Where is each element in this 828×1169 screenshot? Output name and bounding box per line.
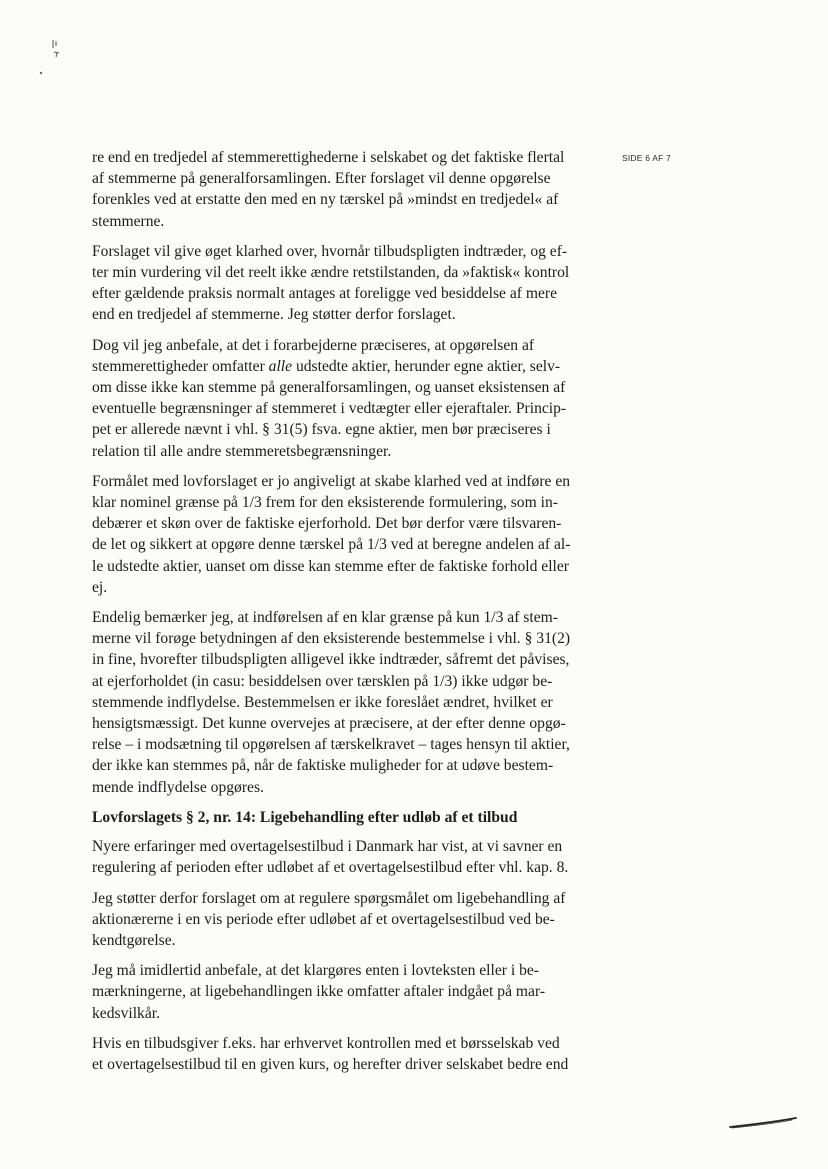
text-line: regulering af perioden efter udløbet af et overtagelsestilbud efter vhl. kap. 8. [92,859,569,877]
text-line: mærkningerne, at ligebehandlingen ikke omfatter aftaler indgået på mar- [92,983,546,1001]
scan-artifact-dot [38,70,44,76]
text-line: le udstedte aktier, uanset om disse kan stemme efter de faktiske forhold eller [92,557,569,575]
text-line: end en tredjedel af stemmerne. Jeg støtter derfor forslaget. [92,306,456,324]
paragraph [92,960,592,1024]
text-line: Lovforslagets § 2, nr. 14: Ligebehandling efter udløb af et tilbud [92,808,518,826]
text-line: af stemmerne på generalforsamlingen. Efter forslaget vil denne opgørelse [92,170,551,188]
paragraph [92,836,592,878]
page-number-marker: SIDE 6 AF 7 [622,153,671,163]
document-body [92,147,592,1084]
text-line: pet er allerede nævnt i vhl. § 31(5) fsva. egne aktier, men bør præciseres i [92,421,551,439]
text-line: eventuelle begrænsninger af stemmeret i vedtægter eller ejeraftaler. Princip- [92,400,567,418]
paragraph [92,241,592,326]
scan-artifact-mark [50,38,64,62]
paragraph [92,471,592,598]
text-line: et overtagelsestilbud til en given kurs, og herefter driver selskabet bedre end [92,1055,569,1073]
paragraph [92,1033,592,1075]
text-line: aktionærerne i en vis periode efter udløbet af et overtagelsestilbud ved be- [92,910,555,928]
text-line: Nyere erfaringer med overtagelsestilbud i Danmark har vist, at vi savner en [92,838,563,856]
paragraph [92,147,592,232]
text-line: kendtgørelse. [92,931,176,949]
text-line: stemmerne. [92,212,165,230]
text-line: stemmerettigheder omfatter alle udstedte aktier, herunder egne aktier, selv- [92,357,561,375]
text-line: de let og sikkert at opgøre denne tærskel på 1/3 ved at beregne andelen af al- [92,536,571,554]
text-line: merne vil forøge betydningen af den eksisterende bestemmelse i vhl. § 31(2) [92,630,571,648]
text-line: efter gældende praksis normalt antages at foreligge ved besiddelse af mere [92,285,558,303]
text-line: relse – i modsætning til opgørelsen af tærskelkravet – tages hensyn til aktier, [92,736,570,754]
section-heading [92,807,592,828]
text-line: om disse ikke kan stemme på generalforsamlingen, og uanset eksistensen af [92,379,566,397]
text-line: stemmende indflydelse. Bestemmelsen er ikke foreslået ændret, hvilket er [92,693,553,711]
text-line: relation til alle andre stemmeretsbegrænsninger. [92,442,392,460]
text-line: hensigtsmæssigt. Det kunne overvejes at præcisere, at der efter denne opgø- [92,715,566,733]
text-line: re end en tredjedel af stemmerettighederne i selskabet og det faktiske flertal [92,149,565,166]
text-line: forenkles ved at erstatte den med en ny tærskel på »mindst en tredjedel« af [92,191,559,209]
paragraph [92,607,592,798]
paragraph [92,888,592,952]
text-line: in fine, hvorefter tilbudspligten alligevel ikke indtræder, såfremt det påvises, [92,651,570,669]
text-line: Forslaget vil give øget klarhed over, hvornår tilbudspligten indtræder, og ef- [92,242,568,260]
text-line: Jeg må imidlertid anbefale, at det klargøres enten i lovteksten eller i be- [92,962,540,980]
text-line: der ikke kan stemmes på, når de faktiske muligheder for at udøve bestem- [92,757,554,775]
text-line: mende indflydelse opgøres. [92,778,264,796]
text-line: ter min vurdering vil det reelt ikke ændre retstilstanden, da »faktisk« kontrol [92,264,570,282]
text-line: kedsvilkår. [92,1004,160,1022]
text-line: Dog vil jeg anbefale, at det i forarbejderne præciseres, at opgørelsen af [92,336,535,354]
text-line: Formålet med lovforslaget er jo angiveligt at skabe klarhed ved at indføre en [92,472,571,490]
text-line: debærer et skøn over de faktiske ejerforhold. Det bør derfor være tilsvaren- [92,515,562,533]
text-line: Hvis en tilbudsgiver f.eks. har erhvervet kontrollen med et børsselskab ved [92,1034,560,1052]
signature-pen-stroke [728,1114,800,1132]
text-line: at ejerforholdet (in casu: besiddelsen over tærsklen på 1/3) ikke udgør be- [92,672,553,690]
text-line: klar nominel grænse på 1/3 frem for den eksisterende formulering, som in- [92,494,558,512]
text-line: Jeg støtter derfor forslaget om at regulere spørgsmålet om ligebehandling af [92,889,566,907]
paragraph [92,335,592,462]
text-line: Endelig bemærker jeg, at indførelsen af en klar grænse på kun 1/3 af stem- [92,609,558,627]
text-line: ej. [92,578,108,596]
